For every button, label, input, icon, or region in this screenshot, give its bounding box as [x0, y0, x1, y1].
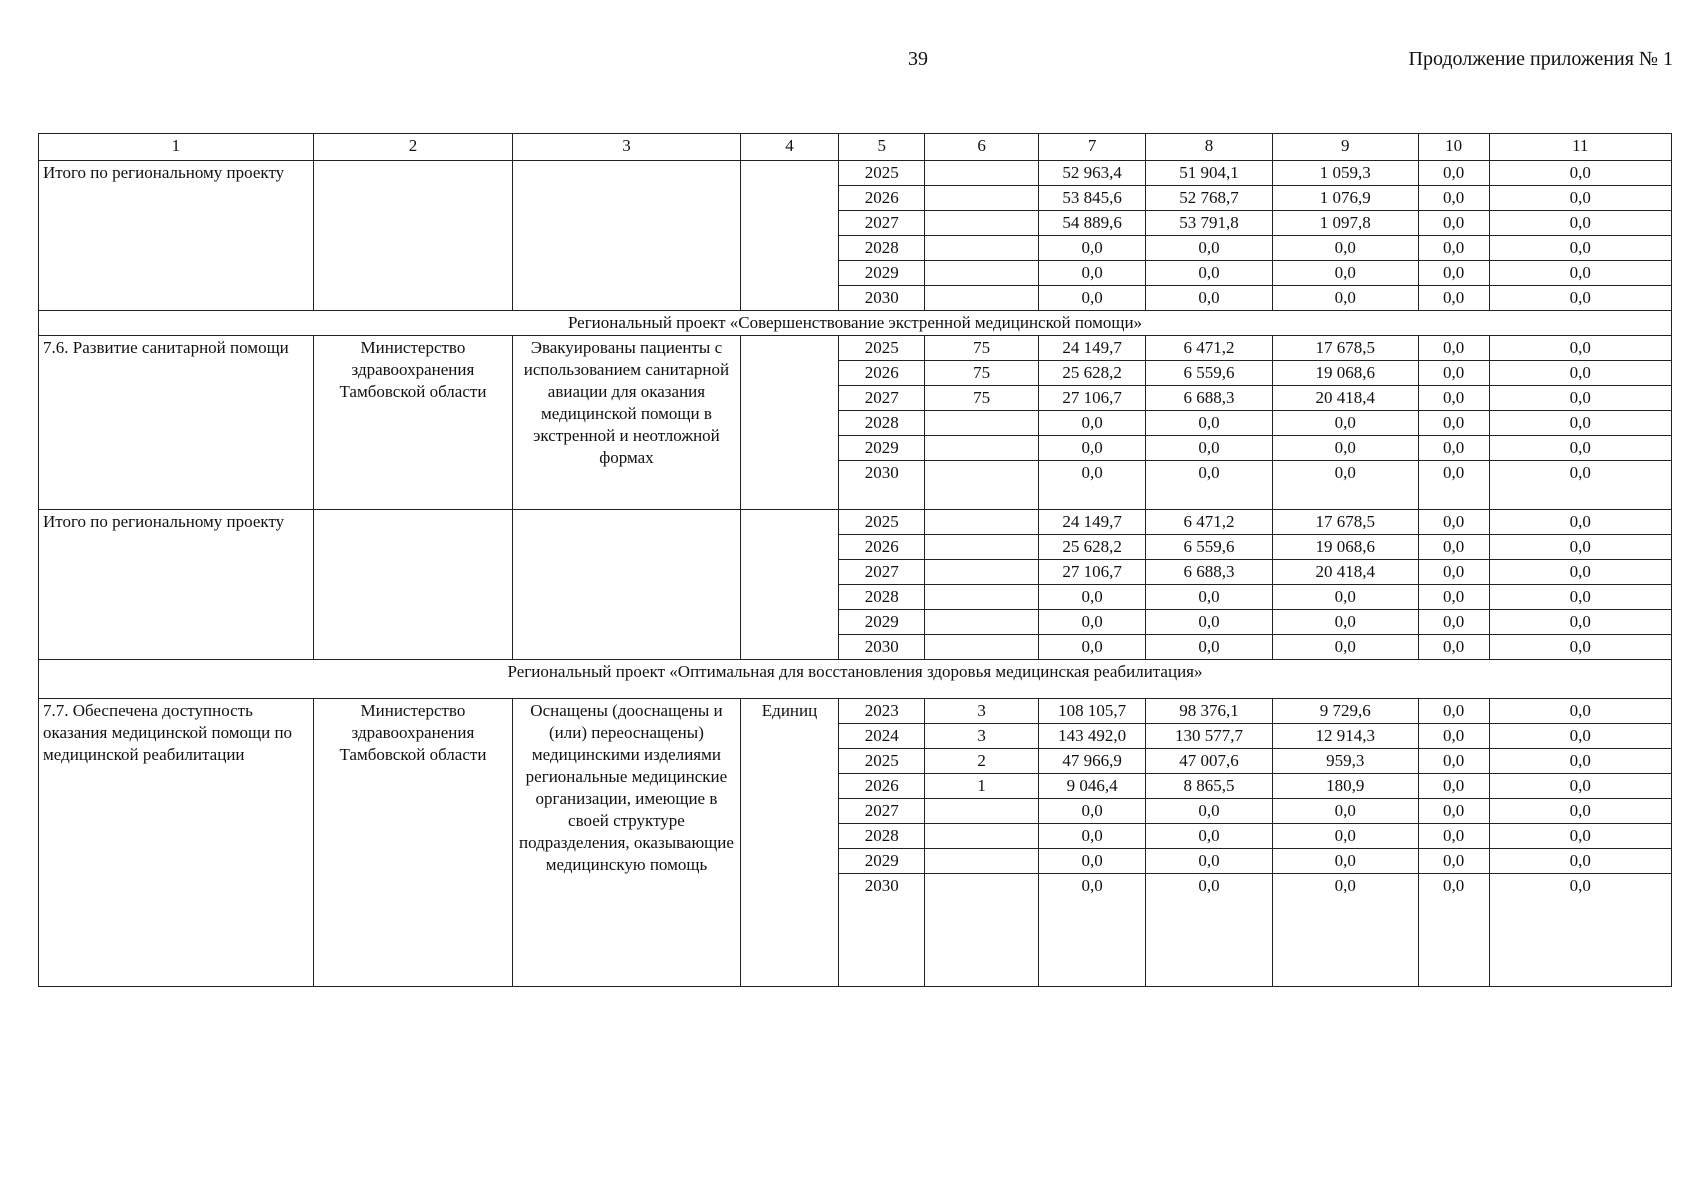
value-cell: 0,0: [1146, 799, 1273, 824]
value-cell: 108 105,7: [1038, 699, 1145, 724]
value-cell: 52 768,7: [1146, 186, 1273, 211]
item-name: 7.7. Обеспечена доступность оказания медицинской помощи по медицинской реабилитации: [39, 699, 314, 987]
value-cell: 0,0: [1489, 824, 1671, 849]
value-cell: 0,0: [1418, 436, 1489, 461]
year-cell: 2025: [839, 510, 925, 535]
value-cell: 0,0: [1272, 824, 1418, 849]
value-cell: 0,0: [1418, 585, 1489, 610]
appendix-note: Продолжение приложения № 1: [1408, 48, 1673, 70]
value-cell: [925, 211, 1039, 236]
project-title: Региональный проект «Оптимальная для восстановления здоровья медицинская реабилитация»: [39, 660, 1672, 699]
empty-cell: [313, 510, 513, 660]
value-cell: 0,0: [1489, 361, 1671, 386]
year-cell: 2025: [839, 336, 925, 361]
column-number: 1: [39, 134, 314, 161]
value-cell: 0,0: [1418, 386, 1489, 411]
year-cell: 2028: [839, 411, 925, 436]
value-cell: 0,0: [1418, 724, 1489, 749]
value-cell: 0,0: [1146, 824, 1273, 849]
column-number: 4: [740, 134, 839, 161]
value-cell: 25 628,2: [1038, 361, 1145, 386]
value-cell: 0,0: [1146, 261, 1273, 286]
value-cell: 17 678,5: [1272, 510, 1418, 535]
value-cell: 27 106,7: [1038, 560, 1145, 585]
value-cell: 19 068,6: [1272, 361, 1418, 386]
value-cell: 0,0: [1272, 635, 1418, 660]
value-cell: 0,0: [1272, 610, 1418, 635]
value-cell: 0,0: [1038, 411, 1145, 436]
year-cell: 2025: [839, 749, 925, 774]
value-cell: [925, 261, 1039, 286]
value-cell: 0,0: [1272, 286, 1418, 311]
year-cell: 2030: [839, 635, 925, 660]
value-cell: 0,0: [1489, 635, 1671, 660]
value-cell: 130 577,7: [1146, 724, 1273, 749]
unit: Единиц: [740, 699, 839, 987]
value-cell: 0,0: [1489, 211, 1671, 236]
value-cell: 0,0: [1418, 161, 1489, 186]
value-cell: 0,0: [1489, 386, 1671, 411]
value-cell: 0,0: [1418, 236, 1489, 261]
value-cell: 0,0: [1489, 535, 1671, 560]
value-cell: [925, 286, 1039, 311]
value-cell: 0,0: [1272, 461, 1418, 510]
year-cell: 2027: [839, 211, 925, 236]
value-cell: 0,0: [1489, 186, 1671, 211]
table-row: [39, 699, 1672, 724]
year-cell: 2027: [839, 386, 925, 411]
value-cell: 0,0: [1038, 874, 1145, 987]
value-cell: 0,0: [1272, 236, 1418, 261]
value-cell: 0,0: [1418, 849, 1489, 874]
value-cell: 0,0: [1489, 411, 1671, 436]
year-cell: 2028: [839, 585, 925, 610]
year-cell: 2026: [839, 186, 925, 211]
value-cell: 9 729,6: [1272, 699, 1418, 724]
value-cell: 54 889,6: [1038, 211, 1145, 236]
value-cell: 51 904,1: [1146, 161, 1273, 186]
value-cell: 0,0: [1418, 336, 1489, 361]
value-cell: 25 628,2: [1038, 535, 1145, 560]
value-cell: [925, 461, 1039, 510]
page-number: 39: [908, 48, 928, 70]
value-cell: [925, 560, 1039, 585]
value-cell: 0,0: [1418, 411, 1489, 436]
value-cell: 143 492,0: [1038, 724, 1145, 749]
value-cell: [925, 510, 1039, 535]
value-cell: 0,0: [1489, 849, 1671, 874]
value-cell: 0,0: [1038, 635, 1145, 660]
item-name: 7.6. Развитие санитарной помощи: [39, 336, 314, 510]
value-cell: 75: [925, 386, 1039, 411]
value-cell: 0,0: [1038, 585, 1145, 610]
empty-cell: [513, 510, 740, 660]
value-cell: 0,0: [1489, 874, 1671, 987]
value-cell: [925, 824, 1039, 849]
value-cell: 24 149,7: [1038, 336, 1145, 361]
value-cell: [925, 849, 1039, 874]
value-cell: 6 688,3: [1146, 560, 1273, 585]
value-cell: 0,0: [1418, 461, 1489, 510]
value-cell: 0,0: [1146, 286, 1273, 311]
year-cell: 2030: [839, 286, 925, 311]
project-header-row: [39, 660, 1672, 699]
result-description: Эвакуированы пациенты с использованием санитарной авиации для оказания медицинской помощи в экстренной и неотложной формах: [513, 336, 740, 510]
value-cell: 0,0: [1489, 510, 1671, 535]
value-cell: 0,0: [1146, 635, 1273, 660]
empty-cell: [513, 161, 740, 311]
value-cell: 0,0: [1146, 461, 1273, 510]
value-cell: 0,0: [1489, 236, 1671, 261]
value-cell: 0,0: [1038, 461, 1145, 510]
value-cell: 0,0: [1146, 874, 1273, 987]
year-cell: 2030: [839, 874, 925, 987]
column-number: 6: [925, 134, 1039, 161]
year-cell: 2029: [839, 436, 925, 461]
column-number: 2: [313, 134, 513, 161]
value-cell: 0,0: [1146, 436, 1273, 461]
value-cell: [925, 610, 1039, 635]
empty-cell: [313, 161, 513, 311]
column-number: 11: [1489, 134, 1671, 161]
value-cell: 0,0: [1146, 411, 1273, 436]
value-cell: 0,0: [1418, 261, 1489, 286]
budget-table: [38, 133, 1672, 987]
year-cell: 2030: [839, 461, 925, 510]
column-number: 5: [839, 134, 925, 161]
value-cell: 959,3: [1272, 749, 1418, 774]
value-cell: 0,0: [1272, 585, 1418, 610]
value-cell: 20 418,4: [1272, 386, 1418, 411]
value-cell: 0,0: [1489, 699, 1671, 724]
value-cell: 24 149,7: [1038, 510, 1145, 535]
value-cell: 0,0: [1038, 261, 1145, 286]
value-cell: 6 559,6: [1146, 361, 1273, 386]
table-row: [39, 336, 1672, 361]
executor: Министерство здравоохранения Тамбовской области: [313, 699, 513, 987]
result-description: Оснащены (дооснащены и (или) переоснащены) медицинскими изделиями региональные медицинские организации, имеющие в своей структуре подразделения, оказывающие медицинскую помощь: [513, 699, 740, 987]
year-cell: 2025: [839, 161, 925, 186]
value-cell: 0,0: [1418, 535, 1489, 560]
value-cell: 75: [925, 336, 1039, 361]
value-cell: 0,0: [1489, 286, 1671, 311]
value-cell: 0,0: [1272, 799, 1418, 824]
value-cell: 0,0: [1038, 849, 1145, 874]
value-cell: 0,0: [1272, 436, 1418, 461]
empty-cell: [740, 510, 839, 660]
value-cell: 0,0: [1146, 236, 1273, 261]
value-cell: 0,0: [1489, 560, 1671, 585]
year-cell: 2029: [839, 849, 925, 874]
value-cell: 3: [925, 699, 1039, 724]
value-cell: 0,0: [1418, 211, 1489, 236]
value-cell: 6 471,2: [1146, 510, 1273, 535]
project-header-row: [39, 311, 1672, 336]
year-cell: 2026: [839, 535, 925, 560]
value-cell: 0,0: [1489, 585, 1671, 610]
value-cell: 0,0: [1489, 724, 1671, 749]
year-cell: 2028: [839, 236, 925, 261]
value-cell: 0,0: [1418, 610, 1489, 635]
value-cell: 0,0: [1272, 261, 1418, 286]
value-cell: 0,0: [1038, 610, 1145, 635]
value-cell: 0,0: [1489, 336, 1671, 361]
value-cell: 0,0: [1038, 799, 1145, 824]
year-cell: 2029: [839, 261, 925, 286]
empty-cell: [740, 161, 839, 311]
value-cell: 1: [925, 774, 1039, 799]
value-cell: 0,0: [1418, 510, 1489, 535]
value-cell: 0,0: [1418, 286, 1489, 311]
year-cell: 2023: [839, 699, 925, 724]
value-cell: 0,0: [1489, 799, 1671, 824]
year-cell: 2028: [839, 824, 925, 849]
year-cell: 2026: [839, 774, 925, 799]
year-cell: 2024: [839, 724, 925, 749]
column-number: 10: [1418, 134, 1489, 161]
table-row: [39, 510, 1672, 535]
executor: Министерство здравоохранения Тамбовской области: [313, 336, 513, 510]
value-cell: 6 688,3: [1146, 386, 1273, 411]
year-cell: 2026: [839, 361, 925, 386]
value-cell: 47 007,6: [1146, 749, 1273, 774]
column-number-row: [39, 134, 1672, 161]
value-cell: 0,0: [1418, 749, 1489, 774]
value-cell: 0,0: [1272, 849, 1418, 874]
total-label: Итого по региональному проекту: [39, 510, 314, 660]
value-cell: 47 966,9: [1038, 749, 1145, 774]
column-number: 7: [1038, 134, 1145, 161]
value-cell: 27 106,7: [1038, 386, 1145, 411]
value-cell: 0,0: [1418, 635, 1489, 660]
value-cell: 6 559,6: [1146, 535, 1273, 560]
value-cell: [925, 635, 1039, 660]
value-cell: 8 865,5: [1146, 774, 1273, 799]
value-cell: 0,0: [1489, 161, 1671, 186]
value-cell: 0,0: [1418, 699, 1489, 724]
value-cell: 12 914,3: [1272, 724, 1418, 749]
value-cell: 180,9: [1272, 774, 1418, 799]
value-cell: 0,0: [1146, 849, 1273, 874]
column-number: 9: [1272, 134, 1418, 161]
column-number: 8: [1146, 134, 1273, 161]
value-cell: 0,0: [1038, 436, 1145, 461]
value-cell: 0,0: [1038, 286, 1145, 311]
value-cell: 53 791,8: [1146, 211, 1273, 236]
value-cell: 6 471,2: [1146, 336, 1273, 361]
value-cell: 0,0: [1489, 749, 1671, 774]
value-cell: 0,0: [1418, 186, 1489, 211]
value-cell: [925, 236, 1039, 261]
value-cell: 0,0: [1418, 874, 1489, 987]
value-cell: 0,0: [1272, 874, 1418, 987]
value-cell: 0,0: [1489, 261, 1671, 286]
value-cell: 0,0: [1418, 774, 1489, 799]
value-cell: [925, 186, 1039, 211]
value-cell: 20 418,4: [1272, 560, 1418, 585]
value-cell: 0,0: [1418, 824, 1489, 849]
value-cell: 0,0: [1272, 411, 1418, 436]
value-cell: 0,0: [1418, 799, 1489, 824]
unit: [740, 336, 839, 510]
value-cell: 0,0: [1418, 361, 1489, 386]
project-title: Региональный проект «Совершенствование экстренной медицинской помощи»: [39, 311, 1672, 336]
value-cell: 2: [925, 749, 1039, 774]
value-cell: [925, 585, 1039, 610]
value-cell: [925, 161, 1039, 186]
value-cell: 0,0: [1489, 436, 1671, 461]
table-row: [39, 161, 1672, 186]
value-cell: 75: [925, 361, 1039, 386]
value-cell: 0,0: [1038, 236, 1145, 261]
column-number: 3: [513, 134, 740, 161]
value-cell: [925, 799, 1039, 824]
value-cell: 98 376,1: [1146, 699, 1273, 724]
value-cell: 1 076,9: [1272, 186, 1418, 211]
value-cell: 0,0: [1489, 774, 1671, 799]
value-cell: [925, 874, 1039, 987]
value-cell: [925, 411, 1039, 436]
value-cell: 0,0: [1489, 610, 1671, 635]
value-cell: 0,0: [1489, 461, 1671, 510]
value-cell: 17 678,5: [1272, 336, 1418, 361]
value-cell: 19 068,6: [1272, 535, 1418, 560]
value-cell: 1 097,8: [1272, 211, 1418, 236]
value-cell: 0,0: [1418, 560, 1489, 585]
value-cell: 52 963,4: [1038, 161, 1145, 186]
value-cell: [925, 535, 1039, 560]
value-cell: 9 046,4: [1038, 774, 1145, 799]
value-cell: 1 059,3: [1272, 161, 1418, 186]
value-cell: 0,0: [1038, 824, 1145, 849]
year-cell: 2029: [839, 610, 925, 635]
value-cell: 53 845,6: [1038, 186, 1145, 211]
value-cell: 0,0: [1146, 610, 1273, 635]
year-cell: 2027: [839, 560, 925, 585]
total-label: Итого по региональному проекту: [39, 161, 314, 311]
value-cell: 3: [925, 724, 1039, 749]
value-cell: 0,0: [1146, 585, 1273, 610]
value-cell: [925, 436, 1039, 461]
year-cell: 2027: [839, 799, 925, 824]
